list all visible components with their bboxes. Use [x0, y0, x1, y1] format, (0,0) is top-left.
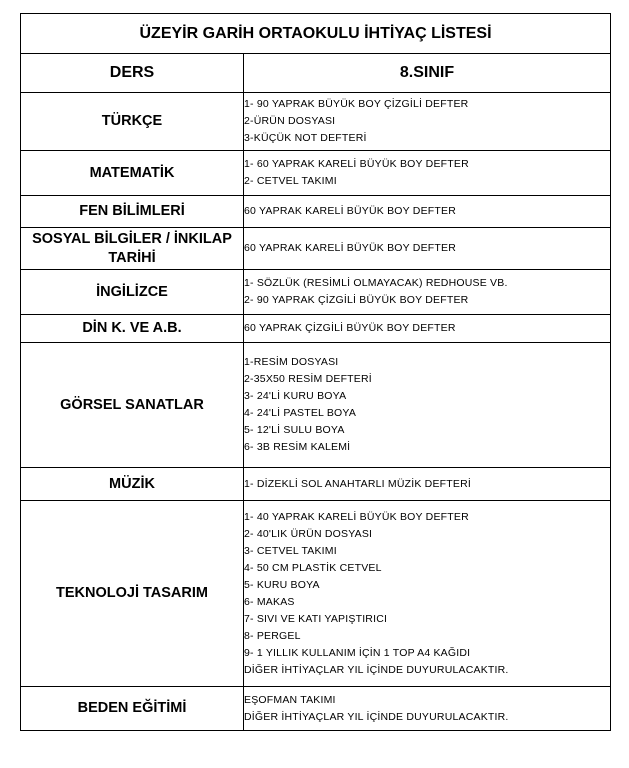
- subject-cell: MÜZİK: [21, 468, 244, 501]
- list-item: 7- SIVI VE KATI YAPIŞTIRICI: [244, 612, 388, 625]
- subject-cell: TEKNOLOJİ TASARIM: [21, 501, 244, 687]
- list-item: 3-KÜÇÜK NOT DEFTERİ: [244, 132, 367, 144]
- list-item: EŞOFMAN TAKIMI: [244, 693, 336, 706]
- list-item: 1- 40 YAPRAK KARELİ BÜYÜK BOY DEFTER: [244, 510, 469, 523]
- list-item: DİĞER İHTİYAÇLAR YIL İÇİNDE DUYURULACAKTIR.: [244, 663, 509, 676]
- list-item: 3- CETVEL TAKIMI: [244, 544, 337, 557]
- table-row: [21, 270, 611, 315]
- table-row: [21, 343, 611, 468]
- items-cell: [244, 270, 611, 315]
- list-item: 6- MAKAS: [244, 595, 295, 608]
- document-title: ÜZEYİR GARİH ORTAOKULU İHTİYAÇ LİSTESİ: [21, 14, 611, 54]
- subject-cell: İNGİLİZCE: [21, 270, 244, 315]
- list-item: 2-35X50 RESİM DEFTERİ: [244, 373, 372, 385]
- table-row: [21, 228, 611, 270]
- list-item: 1-RESİM DOSYASI: [244, 356, 339, 368]
- list-item: 1- SÖZLÜK (RESİMLİ OLMAYACAK) REDHOUSE VB.: [244, 277, 508, 289]
- list-item: 2- 90 YAPRAK ÇİZGİLİ BÜYÜK BOY DEFTER: [244, 294, 469, 306]
- list-item: 1- 60 YAPRAK KARELİ BÜYÜK BOY DEFTER: [244, 158, 469, 170]
- list-item: 6- 3B RESİM KALEMİ: [244, 441, 351, 453]
- list-item: 2- CETVEL TAKIMI: [244, 175, 337, 187]
- items-cell: [244, 343, 611, 468]
- list-item: 5- KURU BOYA: [244, 578, 320, 591]
- list-item: 8- PERGEL: [244, 629, 301, 642]
- table-row: [21, 93, 611, 151]
- list-item: 2-ÜRÜN DOSYASI: [244, 115, 336, 127]
- title-row: [21, 14, 611, 54]
- needs-list-table: [20, 13, 611, 731]
- subject-cell: GÖRSEL SANATLAR: [21, 343, 244, 468]
- table-row: [21, 468, 611, 501]
- list-item: DİĞER İHTİYAÇLAR YIL İÇİNDE DUYURULACAKTIR.: [244, 710, 509, 723]
- list-item: 4- 24'Lİ PASTEL BOYA: [244, 407, 357, 419]
- header-grade: 8.SINIF: [244, 54, 611, 93]
- list-item: 9- 1 YILLIK KULLANIM İÇİN 1 TOP A4 KAĞIDI: [244, 646, 471, 659]
- list-item: 60 YAPRAK KARELİ BÜYÜK BOY DEFTER: [244, 205, 457, 217]
- table-row: [21, 151, 611, 196]
- subject-cell: FEN BİLİMLERİ: [21, 196, 244, 228]
- list-item: 1- DİZEKLİ SOL ANAHTARLI MÜZİK DEFTERİ: [244, 477, 471, 490]
- items-cell: [244, 228, 611, 270]
- list-item: 4- 50 CM PLASTİK CETVEL: [244, 561, 382, 574]
- subject-cell: SOSYAL BİLGİLER / İNKILAP TARİHİ: [21, 228, 244, 270]
- items-cell: [244, 93, 611, 151]
- items-cell: [244, 687, 611, 731]
- subject-cell: TÜRKÇE: [21, 93, 244, 151]
- table-row: [21, 501, 611, 687]
- list-item: 1- 90 YAPRAK BÜYÜK BOY ÇİZGİLİ DEFTER: [244, 98, 469, 110]
- list-item: 60 YAPRAK ÇİZGİLİ BÜYÜK BOY DEFTER: [244, 322, 456, 334]
- items-cell: [244, 196, 611, 228]
- items-cell: [244, 501, 611, 687]
- list-item: 2- 40'LIK ÜRÜN DOSYASI: [244, 527, 373, 540]
- list-item: 3- 24'Lİ KURU BOYA: [244, 390, 347, 402]
- table-row: [21, 315, 611, 343]
- table-row: [21, 196, 611, 228]
- list-item: 5- 12'Lİ SULU BOYA: [244, 424, 345, 436]
- table-row: [21, 687, 611, 731]
- items-cell: [244, 151, 611, 196]
- subject-cell: DİN K. VE A.B.: [21, 315, 244, 343]
- items-cell: [244, 315, 611, 343]
- list-item: 60 YAPRAK KARELİ BÜYÜK BOY DEFTER: [244, 242, 457, 254]
- subject-cell: BEDEN EĞİTİMİ: [21, 687, 244, 731]
- header-row: [21, 54, 611, 93]
- items-cell: [244, 468, 611, 501]
- header-subject: DERS: [21, 54, 244, 93]
- subject-cell: MATEMATİK: [21, 151, 244, 196]
